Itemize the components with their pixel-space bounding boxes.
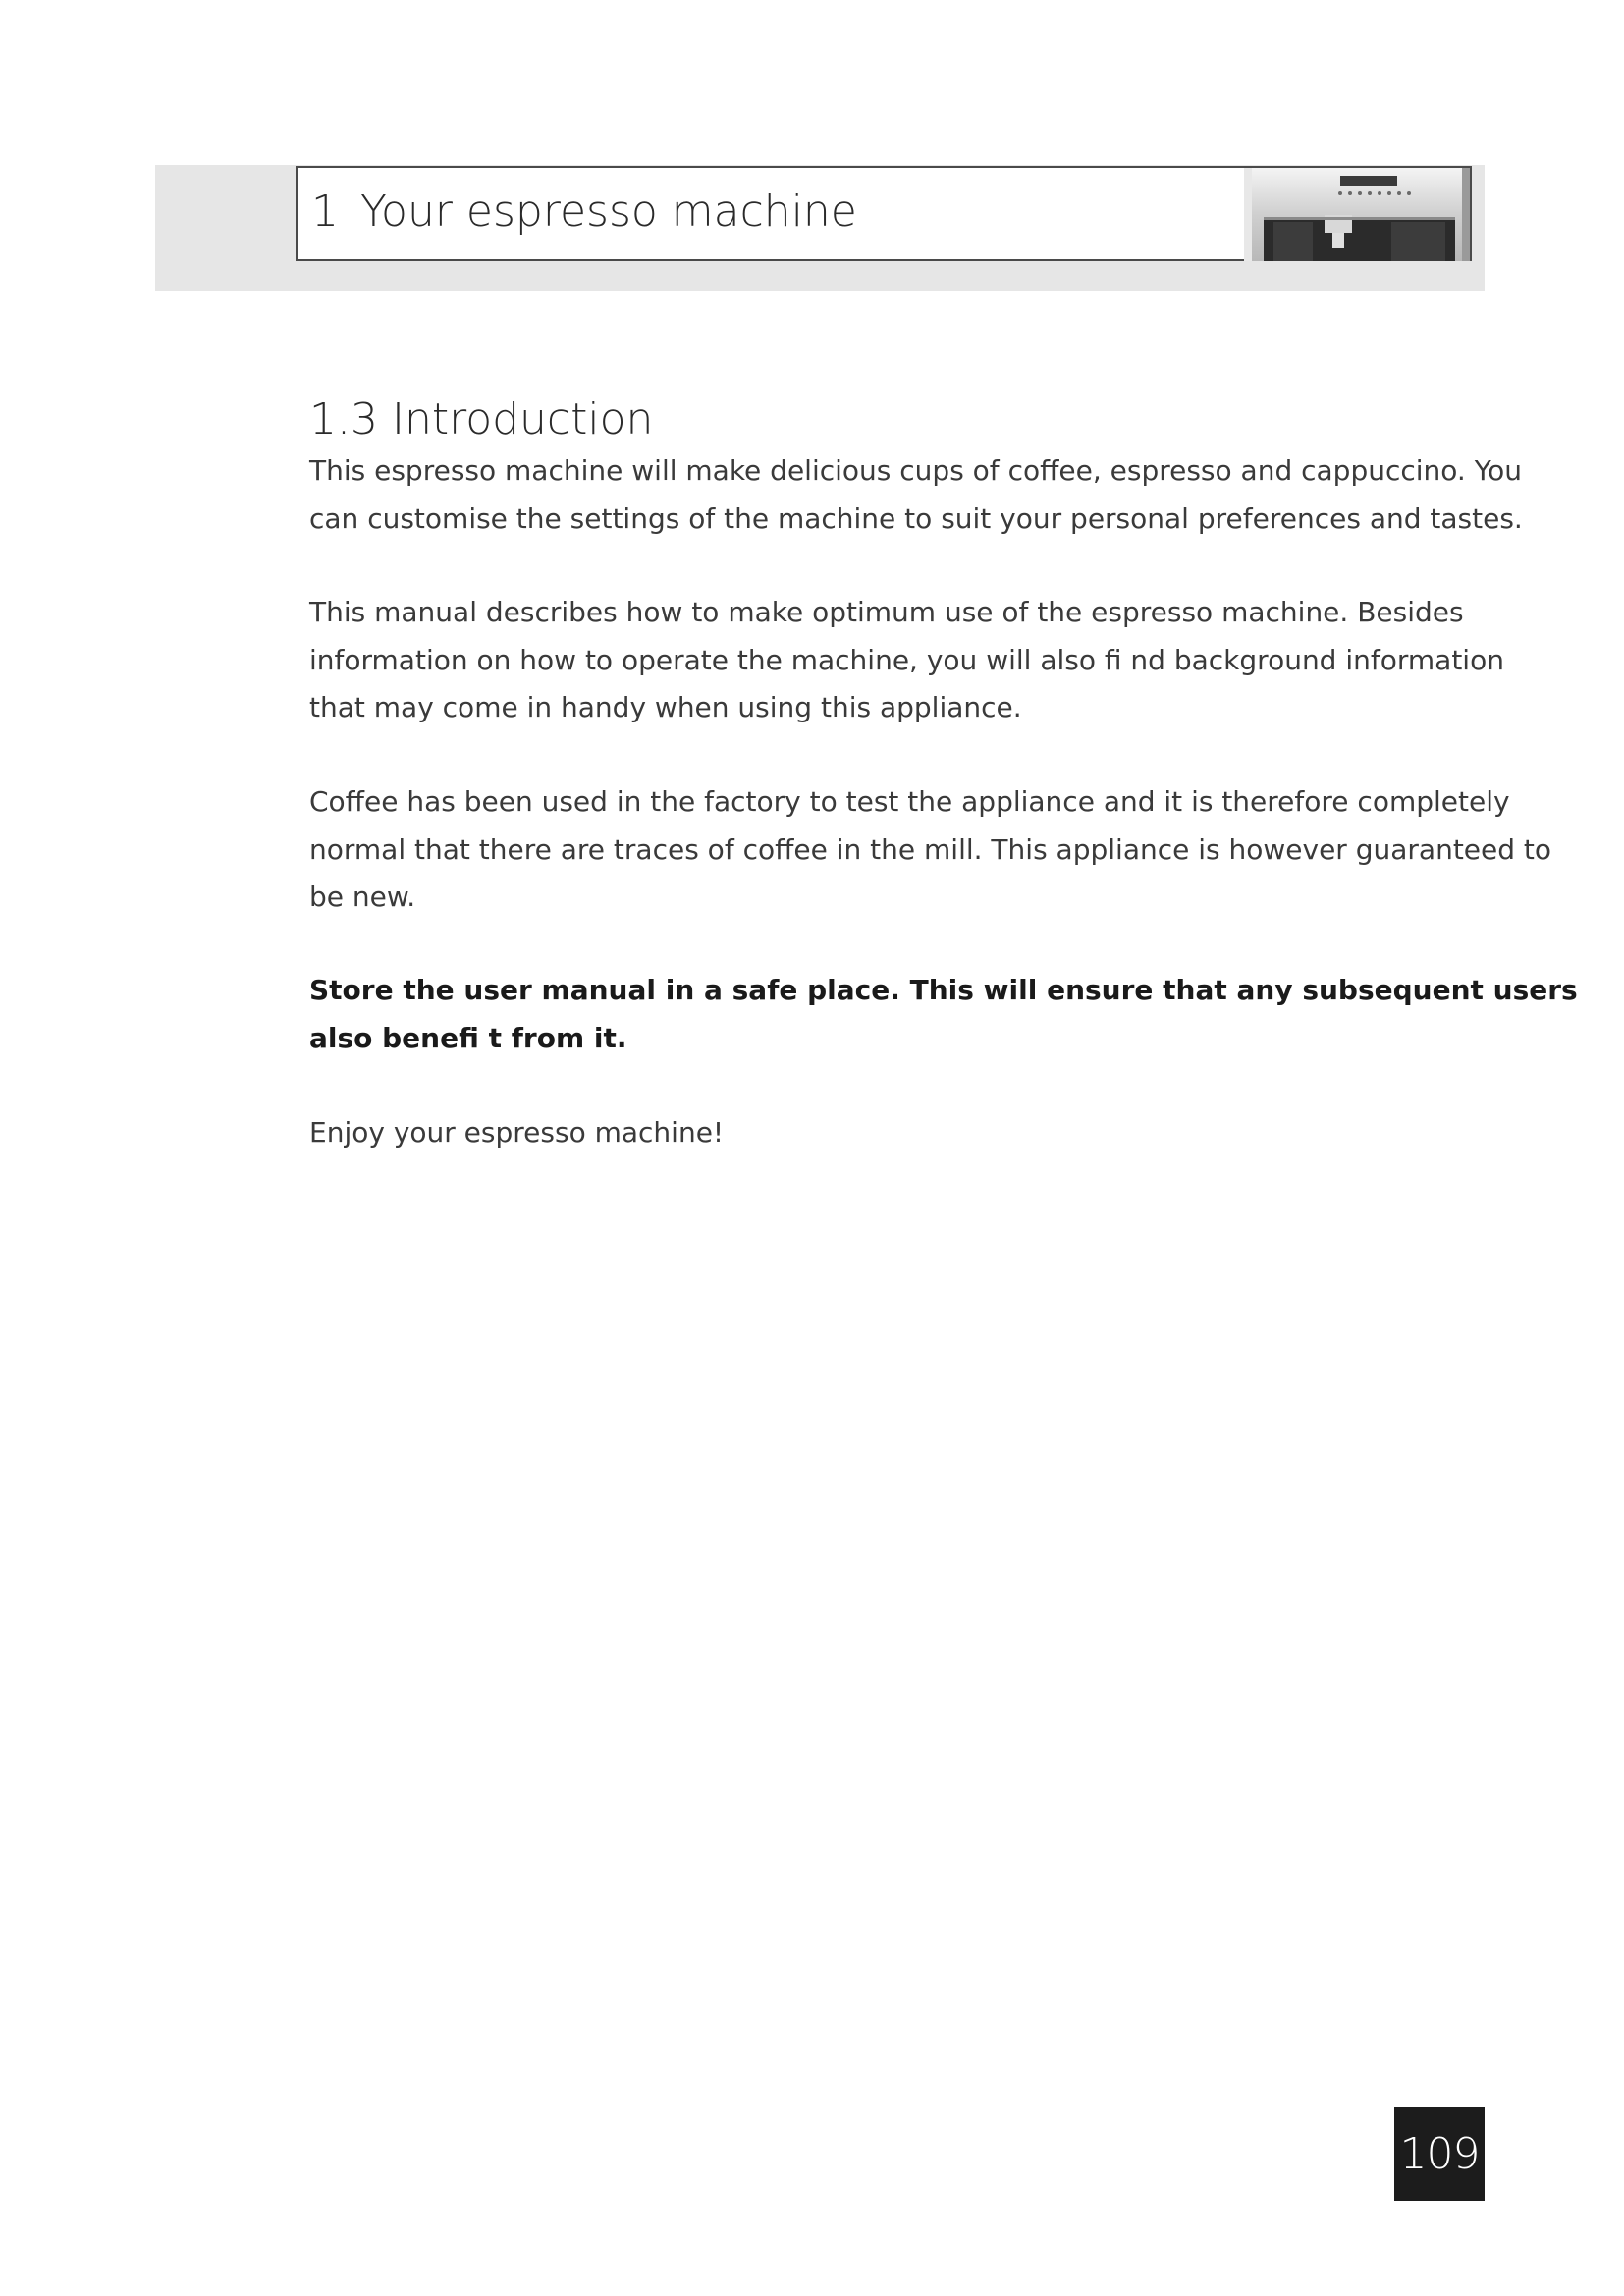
paragraph-line: This espresso machine will make delicious cups of coffee, espresso and cappuccino. You (309, 454, 1522, 487)
paragraph-line: normal that there are traces of coffee in the mill. This appliance is however guaranteed to (309, 832, 1552, 866)
page-number: 109 (1399, 2128, 1480, 2179)
paragraph-line: be new. (309, 881, 416, 913)
paragraph-line: also benefi t from it. (309, 1021, 627, 1054)
paragraph-line: that may come in handy when using this appliance. (309, 691, 1022, 723)
closing-paragraph (309, 1109, 1488, 1157)
section-heading: 1.3 Introduction (309, 395, 654, 445)
paragraph-line: Enjoy your espresso machine! (309, 1116, 725, 1148)
intro-paragraph (309, 448, 1523, 543)
chapter-title (311, 178, 857, 246)
manual-paragraph (309, 589, 1504, 732)
page-number-box (1394, 2107, 1485, 2201)
paragraph-line: Coffee has been used in the factory to test the appliance and it is therefore completely (309, 785, 1510, 818)
store-manual-notice (309, 967, 1578, 1062)
coffee-test-paragraph (309, 778, 1552, 922)
paragraph-line: can customise the settings of the machine to suit your personal preferences and tastes. (309, 502, 1523, 535)
chapter-number: 1 (311, 187, 339, 237)
espresso-machine-image (1244, 168, 1470, 261)
paragraph-line: information on how to operate the machine, you will also fi nd background information (309, 643, 1504, 676)
paragraph-line: Store the user manual in a safe place. This will ensure that any subsequent users (309, 974, 1578, 1006)
chapter-title-text: Your espresso machine (360, 187, 857, 237)
paragraph-line: This manual describes how to make optimum use of the espresso machine. Besides (309, 596, 1464, 628)
chapter-header (296, 166, 1472, 261)
